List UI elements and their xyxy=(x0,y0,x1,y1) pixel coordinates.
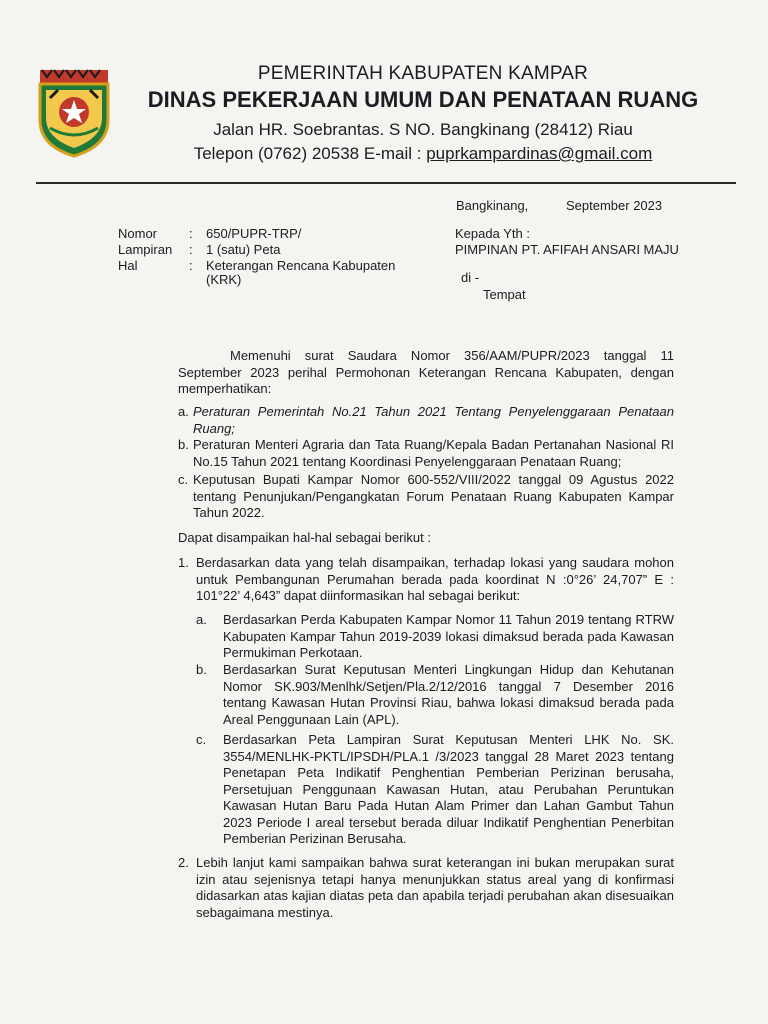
hal-value-line1: Keterangan Rencana Kabupaten xyxy=(206,258,396,273)
consideration-c-marker: c. xyxy=(178,472,189,487)
phone-text: Telepon (0762) 20538 E-mail : xyxy=(193,144,427,163)
nomor-value: 650/PUPR-TRP/ xyxy=(206,226,302,241)
sub-b-text: Berdasarkan Surat Keputusan Menteri Lingkungan Hidup dan Kehutanan Nomor SK.903/Menlhk/Setjen/Pla.2/12/2016 tanggal 7 Desember 2016 tentang Kawasan Hutan Provinsi Riau, bahwa lokasi dimaksud berada pada Areal Penggunaan Lain (APL). xyxy=(223,662,674,727)
nomor-colon: : xyxy=(189,226,193,241)
point-1-marker: 1. xyxy=(178,555,189,570)
letterhead xyxy=(118,62,728,166)
agency-contact xyxy=(118,142,728,166)
point-2-marker: 2. xyxy=(178,855,189,870)
sub-b-marker: b. xyxy=(196,662,207,677)
agency-address: Jalan HR. Soebrantas. S NO. Bangkinang (28412) Riau xyxy=(213,120,633,139)
sub-a-text: Berdasarkan Perda Kabupaten Kampar Nomor 11 Tahun 2019 tentang RTRW Kabupaten Kampar Tahun 2019-2039 lokasi dimaksud berada pada Kawasan Permukiman Perkotaan. xyxy=(223,612,674,660)
email-link[interactable]: puprkampardinas@gmail.com xyxy=(426,144,653,163)
recipient-di: di - xyxy=(461,270,480,285)
letter-place: Bangkinang, xyxy=(456,198,529,213)
consideration-b: Peraturan Menteri Agraria dan Tata Ruang/Kepala Badan Pertanahan Nasional RI No.15 Tahun 2021 tentang Koordinasi Penyelenggaraan Penataan Ruang; xyxy=(193,437,674,469)
hal-colon: : xyxy=(189,258,193,273)
nomor-label: Nomor xyxy=(118,226,158,241)
sub-a-marker: a. xyxy=(196,612,207,627)
government-name: PEMERINTAH KABUPATEN KAMPAR xyxy=(257,63,589,84)
consideration-c: Keputusan Bupati Kampar Nomor 600-552/VIII/2022 tanggal 09 Agustus 2022 tentang Penunjukan/Pengangkatan Forum Penataan Ruang Kabupaten Kampar Tahun 2022. xyxy=(193,472,674,520)
lampiran-value: 1 (satu) Peta xyxy=(206,242,281,257)
consideration-a-marker: a. xyxy=(178,404,189,419)
lampiran-label: Lampiran xyxy=(118,242,173,257)
consideration-b-marker: b. xyxy=(178,437,189,452)
lampiran-colon: : xyxy=(189,242,193,257)
letter-date: September 2023 xyxy=(566,198,663,213)
point-1-text: Berdasarkan data yang telah disampaikan, terhadap lokasi yang saudara mohon untuk Pembangunan Perumahan berada pada koordinat N :0°26’ 24,707” E : 101°22’ 4,643” dapat diinformasikan hal sebagai berikut: xyxy=(196,555,674,603)
recipient-name: PIMPINAN PT. AFIFAH ANSARI MAJU xyxy=(455,242,679,257)
point-2-text: Lebih lanjut kami sampaikan bahwa surat keterangan ini bukan merupakan surat izin atau sejenisnya tetapi hanya menunjukkan status areal yang di konfirmasi didasarkan atas kajian diatas peta dan apabila terjadi perubahan akan disesuaikan sebagaimana mestinya. xyxy=(196,855,674,920)
agency-name: DINAS PEKERJAAN UMUM DAN PENATAAN RUANG xyxy=(147,87,699,112)
recipient-tempat: Tempat xyxy=(483,287,526,302)
sub-c-text: Berdasarkan Peta Lampiran Surat Keputusan Menteri LHK No. SK. 3554/MENLHK-PKTL/IPSDH/PLA.1 /3/2023 tanggal 28 Maret 2023 tentang Penetapan Peta Indikatif Penghentian Pemberian Perizinan berusaha, Persetujuan Penggunaan Kawasan Hutan, atau Perubahan Peruntukan Kawasan Hutan Baru Pada Hutan Alam Primer dan Lahan Gambut Tahun 2023 Periode I areal tersebut berada diluar Indikatif Penghentian Penerbitan Pemberian Perizinan Berusaha. xyxy=(223,732,674,846)
intro-paragraph: Memenuhi surat Saudara Nomor 356/AAM/PUPR/2023 tanggal 11 September 2023 perihal Permohonan Keterangan Rencana Kabupaten, dengan memperhatikan: xyxy=(178,348,674,396)
lead-sentence: Dapat disampaikan hal-hal sebagai berikut : xyxy=(178,530,431,545)
hal-label: Hal xyxy=(118,258,138,273)
sub-c-marker: c. xyxy=(196,732,207,747)
hal-value-line2: (KRK) xyxy=(206,272,242,287)
kampar-regency-emblem xyxy=(36,68,112,158)
letterhead-divider xyxy=(36,182,736,184)
consideration-a: Peraturan Pemerintah No.21 Tahun 2021 Tentang Penyelenggaraan Penataan Ruang; xyxy=(193,404,674,436)
recipient-kepada: Kepada Yth : xyxy=(455,226,530,241)
